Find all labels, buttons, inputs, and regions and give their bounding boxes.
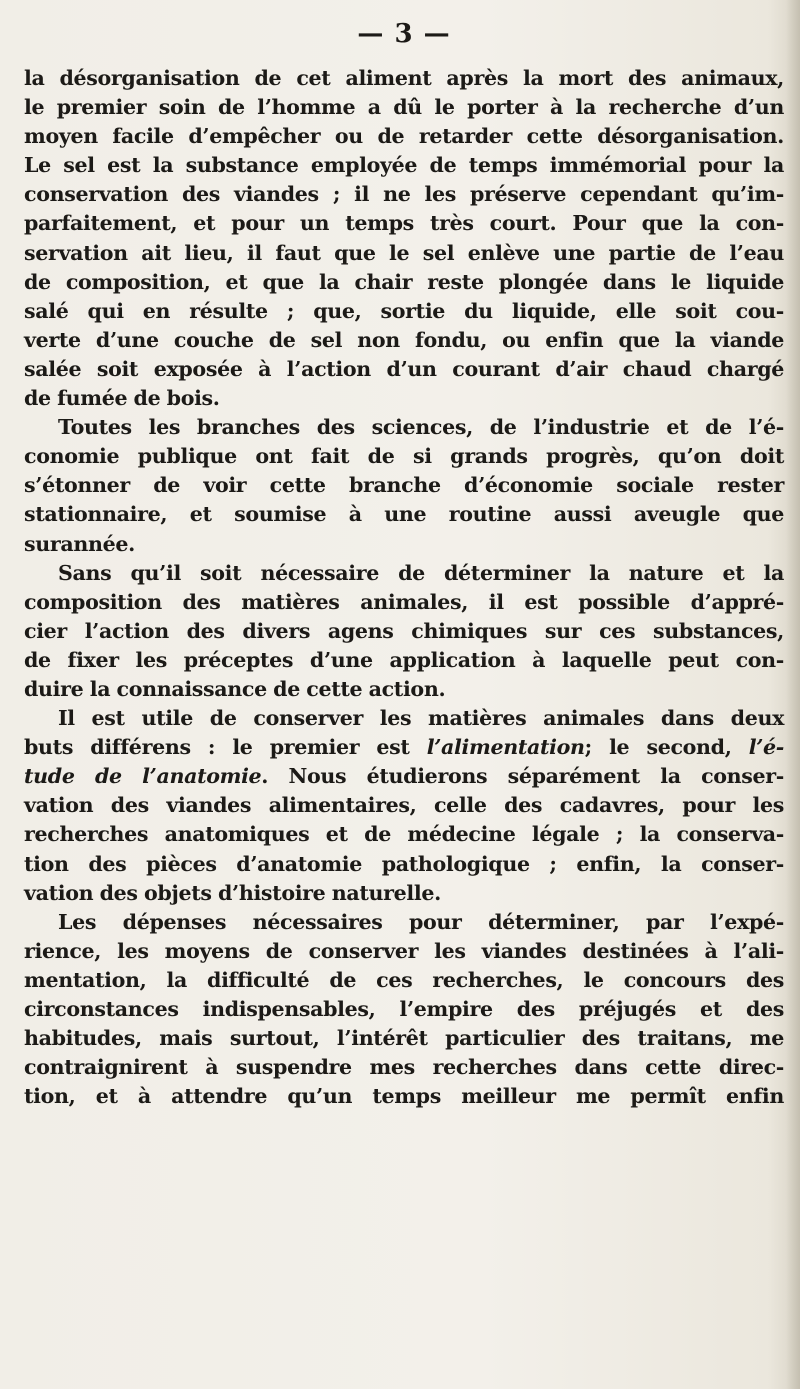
italic-term: l’alimentation <box>426 735 585 760</box>
text-line: de fumée de bois. <box>24 386 220 411</box>
text-run: buts différens : le premier est <box>24 735 410 760</box>
text-line: de composition, et que la chair reste plongée dans le liquide <box>24 269 784 294</box>
text-line: recherches anatomiques et de médecine légale ; la conserva- <box>24 822 784 847</box>
text-line: duire la connaissance de cette action. <box>24 676 446 701</box>
text-line: vation des viandes alimentaires, celle des cadavres, pour les <box>24 793 784 818</box>
text-line: la désorganisation de cet aliment après la mort des animaux, <box>24 66 784 90</box>
text-line: Le sel est la substance employée de temps immémorial pour la <box>24 153 784 178</box>
text-line-with-italics <box>24 733 784 762</box>
text-run: . Nous étudierons séparément la conser- <box>261 764 784 789</box>
text-line: Toutes les branches des sciences, de l’industrie et de l’é- <box>58 415 784 440</box>
text-line: vation des objets d’histoire naturelle. <box>24 880 441 905</box>
text-line: Les dépenses nécessaires pour déterminer, par l’expé- <box>58 909 784 934</box>
page-edge-shadow <box>786 0 800 1389</box>
text-line: s’étonner de voir cette branche d’économie sociale rester <box>24 473 784 498</box>
text-line: conservation des viandes ; il ne les préserve cependant qu’im- <box>24 182 784 207</box>
page-text <box>24 18 784 1111</box>
text-line: habitudes, mais surtout, l’intérêt particulier des traitans, me <box>24 1026 784 1051</box>
italic-term: tude de l’anatomie <box>24 764 262 789</box>
text-line: circonstances indispensables, l’empire des préjugés et des <box>24 997 784 1021</box>
text-line: verte d’une couche de sel non fondu, ou enfin que la viande <box>24 327 784 352</box>
text-line: rience, les moyens de conserver les viandes destinées à l’ali- <box>24 938 784 963</box>
text-line: surannée. <box>24 531 135 556</box>
text-line: le premier soin de l’homme a dû le porter à la recherche d’un <box>24 95 784 120</box>
text-line: servation ait lieu, il faut que le sel enlève une partie de l’eau <box>24 240 784 265</box>
text-line: conomie publique ont fait de si grands progrès, qu’on doit <box>24 444 784 469</box>
text-line: mentation, la difficulté de ces recherches, le concours des <box>24 967 784 992</box>
text-line: Il est utile de conserver les matières animales dans deux <box>58 706 784 731</box>
text-line: cier l’action des divers agens chimiques sur ces substances, <box>24 618 784 643</box>
text-line: parfaitement, et pour un temps très court. Pour que la con- <box>24 211 784 236</box>
text-line: salée soit exposée à l’action d’un courant d’air chaud chargé <box>24 356 784 381</box>
page-number: — 3 — <box>357 19 451 49</box>
text-line: stationnaire, et soumise à une routine aussi aveugle que <box>24 502 784 527</box>
text-line: salé qui en résulte ; que, sortie du liquide, elle soit cou- <box>24 298 784 323</box>
text-line: tion, et à attendre qu’un temps meilleur me permît enfin <box>24 1084 784 1109</box>
text-line: tion des pièces d’anatomie pathologique ; enfin, la conser- <box>24 851 784 876</box>
text-line: composition des matières animales, il est possible d’appré- <box>24 589 784 614</box>
italic-term: l’é- <box>748 735 785 760</box>
text-line-with-italics <box>24 762 784 791</box>
text-line: Sans qu’il soit nécessaire de déterminer la nature et la <box>58 560 784 585</box>
text-run: ; le second, <box>584 735 732 760</box>
text-line: moyen facile d’empêcher ou de retarder cette désorganisation. <box>24 124 784 149</box>
text-line: de fixer les préceptes d’une application à laquelle peut con- <box>24 647 784 672</box>
text-line: contraignirent à suspendre mes recherches dans cette direc- <box>24 1055 784 1080</box>
